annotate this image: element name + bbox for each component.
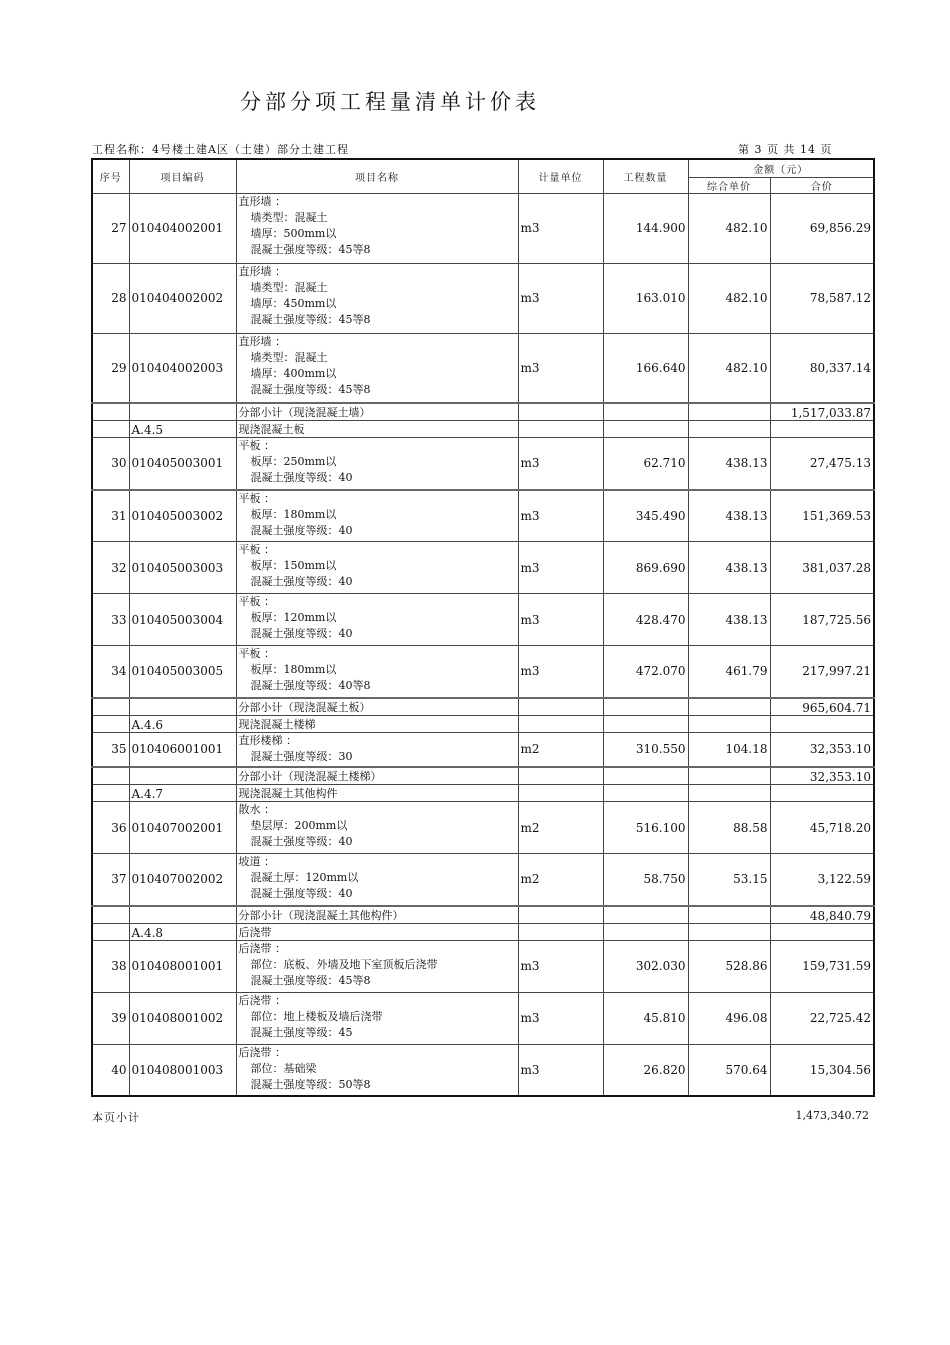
cell-quantity: 869.690	[603, 542, 688, 594]
cell-unit-price	[688, 906, 770, 924]
cell-quantity	[603, 421, 688, 438]
cell-total: 32,353.10	[770, 732, 874, 767]
cell-total: 15,304.56	[770, 1044, 874, 1096]
item-name: 平板 ：	[238, 595, 275, 608]
cell-unit: m3	[518, 542, 603, 594]
item-feature: 混凝土强度等级：45	[250, 1025, 353, 1039]
item-feature: 板厚：120mm以	[250, 611, 337, 624]
cell-description	[236, 802, 518, 854]
cell-code: 010407002001	[129, 802, 236, 854]
cell-unit: m3	[518, 193, 603, 263]
table-row	[92, 646, 874, 698]
cell-code: A.4.8	[129, 923, 236, 940]
section-row	[92, 923, 874, 940]
cell-seq: 38	[92, 940, 129, 992]
cell-code	[129, 906, 236, 924]
cell-unit	[518, 715, 603, 732]
cell-quantity	[603, 715, 688, 732]
item-feature: 部位：底板、外墙及地下室顶板后浇带	[250, 957, 438, 971]
item-feature: 墙类型：混凝土	[250, 210, 328, 224]
item-feature: 墙厚：500mm以	[250, 226, 337, 240]
cell-code: A.4.5	[129, 421, 236, 438]
cell-seq	[92, 785, 129, 802]
item-feature: 混凝土强度等级：40	[250, 523, 353, 537]
cell-total	[770, 421, 874, 438]
cell-unit	[518, 403, 603, 421]
cell-description	[236, 490, 518, 542]
cell-total: 22,725.42	[770, 992, 874, 1044]
cell-unit: m3	[518, 940, 603, 992]
table-row	[92, 802, 874, 854]
cell-code: 010408001001	[129, 940, 236, 992]
cell-unit-price: 438.13	[688, 490, 770, 542]
cell-quantity: 166.640	[603, 333, 688, 403]
bill-of-quantities-table	[91, 158, 875, 1097]
cell-description	[236, 785, 518, 802]
cell-unit-price: 53.15	[688, 854, 770, 906]
cell-total: 3,122.59	[770, 854, 874, 906]
cell-code: A.4.6	[129, 715, 236, 732]
cell-seq: 29	[92, 333, 129, 403]
header-name: 项目名称	[236, 159, 518, 193]
cell-seq: 31	[92, 490, 129, 542]
cell-description	[236, 193, 518, 263]
cell-description	[236, 923, 518, 940]
table-row	[92, 940, 874, 992]
cell-seq: 32	[92, 542, 129, 594]
cell-unit-price: 438.13	[688, 438, 770, 490]
cell-unit-price: 88.58	[688, 802, 770, 854]
cell-code: 010405003001	[129, 438, 236, 490]
cell-total	[770, 715, 874, 732]
cell-unit: m3	[518, 992, 603, 1044]
cell-code: 010405003002	[129, 490, 236, 542]
table-row	[92, 594, 874, 646]
item-name: 平板 ：	[238, 647, 275, 660]
table-row	[92, 854, 874, 906]
cell-code: 010407002002	[129, 854, 236, 906]
cell-total: 78,587.12	[770, 263, 874, 333]
cell-unit-price	[688, 698, 770, 716]
cell-quantity: 516.100	[603, 802, 688, 854]
item-feature: 混凝土厚：120mm以	[250, 871, 359, 884]
page-number: 第 3 页 共 14 页	[738, 143, 833, 156]
cell-description	[236, 403, 518, 421]
item-name: 平板 ：	[238, 439, 275, 452]
cell-unit-price: 461.79	[688, 646, 770, 698]
section-row	[92, 715, 874, 732]
cell-description	[236, 906, 518, 924]
cell-code	[129, 403, 236, 421]
cell-unit-price	[688, 785, 770, 802]
table-row	[92, 438, 874, 490]
item-feature: 混凝土强度等级：40	[250, 575, 353, 588]
cell-unit	[518, 785, 603, 802]
cell-seq	[92, 906, 129, 924]
cell-total	[770, 785, 874, 802]
table-row	[92, 992, 874, 1044]
cell-unit	[518, 906, 603, 924]
cell-seq	[92, 715, 129, 732]
cell-description	[236, 698, 518, 716]
item-feature: 混凝土强度等级：45等8	[250, 312, 371, 326]
cell-total: 80,337.14	[770, 333, 874, 403]
cell-code: A.4.7	[129, 785, 236, 802]
cell-unit-price	[688, 767, 770, 785]
header-amount-group: 金额（元）	[688, 159, 874, 177]
item-name: 后浇带 ：	[238, 993, 286, 1007]
header-seq: 序号	[92, 159, 129, 193]
cell-quantity	[603, 767, 688, 785]
item-name: 平板 ：	[238, 543, 275, 556]
item-feature: 墙厚：450mm以	[250, 296, 337, 310]
cell-quantity: 302.030	[603, 940, 688, 992]
cell-total: 48,840.79	[770, 906, 874, 924]
cell-unit	[518, 923, 603, 940]
cell-seq: 28	[92, 263, 129, 333]
item-name: 分部小计（现浇混凝土板）	[238, 700, 371, 714]
cell-seq	[92, 698, 129, 716]
cell-seq: 27	[92, 193, 129, 263]
item-feature: 混凝土强度等级：40	[250, 627, 353, 640]
header-qty: 工程数量	[603, 159, 688, 193]
cell-quantity: 26.820	[603, 1044, 688, 1096]
page-subtotal-label: 本页小计	[92, 1111, 140, 1124]
cell-total: 187,725.56	[770, 594, 874, 646]
cell-unit: m3	[518, 594, 603, 646]
cell-description	[236, 421, 518, 438]
cell-total: 1,517,033.87	[770, 403, 874, 421]
cell-code	[129, 767, 236, 785]
item-feature: 部位：基础梁	[250, 1061, 317, 1075]
cell-unit-price: 104.18	[688, 732, 770, 767]
item-name: 后浇带 ：	[238, 1045, 286, 1059]
item-name: 直形楼梯 ：	[238, 733, 297, 747]
cell-unit-price: 528.86	[688, 940, 770, 992]
cell-unit-price: 438.13	[688, 594, 770, 646]
cell-total: 159,731.59	[770, 940, 874, 992]
cell-seq: 36	[92, 802, 129, 854]
cell-total: 965,604.71	[770, 698, 874, 716]
cell-code	[129, 698, 236, 716]
cell-code: 010405003003	[129, 542, 236, 594]
cell-quantity: 345.490	[603, 490, 688, 542]
item-name: 坡道 ：	[238, 855, 275, 868]
item-feature: 墙类型：混凝土	[250, 280, 328, 294]
cell-unit-price	[688, 715, 770, 732]
cell-description	[236, 767, 518, 785]
cell-seq: 34	[92, 646, 129, 698]
table-row	[92, 1044, 874, 1096]
cell-quantity: 45.810	[603, 992, 688, 1044]
cell-seq: 40	[92, 1044, 129, 1096]
cell-total: 27,475.13	[770, 438, 874, 490]
cell-seq	[92, 403, 129, 421]
cell-unit-price	[688, 421, 770, 438]
item-name: 分部小计（现浇混凝土其他构件）	[238, 908, 404, 922]
cell-description	[236, 542, 518, 594]
cell-seq	[92, 923, 129, 940]
cell-description	[236, 1044, 518, 1096]
cell-unit-price: 496.08	[688, 992, 770, 1044]
cell-code: 010408001002	[129, 992, 236, 1044]
table-row	[92, 542, 874, 594]
item-feature: 混凝土强度等级：40等8	[250, 679, 371, 692]
cell-code: 010405003004	[129, 594, 236, 646]
cell-quantity	[603, 785, 688, 802]
subtotal-row	[92, 698, 874, 716]
item-feature: 板厚：180mm以	[250, 507, 337, 521]
cell-quantity: 310.550	[603, 732, 688, 767]
table-row	[92, 193, 874, 263]
item-name: 散水 ：	[238, 803, 275, 816]
item-feature: 混凝土强度等级：40	[250, 835, 353, 848]
item-feature: 混凝土强度等级：40	[250, 471, 353, 484]
cell-quantity	[603, 403, 688, 421]
item-feature: 板厚：250mm以	[250, 455, 337, 468]
cell-unit-price	[688, 403, 770, 421]
table-row	[92, 333, 874, 403]
cell-unit	[518, 421, 603, 438]
table-row	[92, 263, 874, 333]
cell-quantity	[603, 906, 688, 924]
cell-unit: m2	[518, 732, 603, 767]
cell-total	[770, 923, 874, 940]
cell-description	[236, 333, 518, 403]
item-name: 分部小计（现浇混凝土楼梯）	[238, 770, 382, 783]
item-name: 后浇带	[238, 925, 272, 939]
item-feature: 混凝土强度等级：45等8	[250, 382, 371, 396]
cell-total: 32,353.10	[770, 767, 874, 785]
table-row	[92, 490, 874, 542]
item-feature: 板厚：150mm以	[250, 559, 337, 572]
cell-unit	[518, 698, 603, 716]
cell-code: 010408001003	[129, 1044, 236, 1096]
cell-unit-price: 482.10	[688, 263, 770, 333]
cell-quantity	[603, 923, 688, 940]
subtotal-row	[92, 767, 874, 785]
item-feature: 混凝土强度等级：45等8	[250, 973, 371, 987]
section-row	[92, 421, 874, 438]
item-feature: 部位：地上楼板及墙后浇带	[250, 1009, 383, 1023]
cell-quantity	[603, 698, 688, 716]
item-feature: 墙类型：混凝土	[250, 350, 328, 364]
cell-description	[236, 992, 518, 1044]
cell-description	[236, 732, 518, 767]
item-feature: 混凝土强度等级：40	[250, 887, 353, 900]
item-feature: 板厚：180mm以	[250, 663, 337, 676]
cell-unit: m3	[518, 1044, 603, 1096]
item-name: 直形墙 ：	[238, 334, 286, 348]
item-name: 直形墙 ：	[238, 194, 286, 208]
item-feature: 混凝土强度等级：45等8	[250, 242, 371, 256]
cell-unit: m3	[518, 490, 603, 542]
cell-quantity: 58.750	[603, 854, 688, 906]
cell-total: 217,997.21	[770, 646, 874, 698]
cell-unit-price: 482.10	[688, 333, 770, 403]
cell-unit: m3	[518, 263, 603, 333]
page-title: 分部分项工程量清单计价表	[240, 90, 540, 114]
cell-description	[236, 854, 518, 906]
cell-total: 45,718.20	[770, 802, 874, 854]
cell-quantity: 163.010	[603, 263, 688, 333]
project-name: 工程名称：4号楼土建A区（土建）部分土建工程	[92, 143, 349, 156]
item-name: 现浇混凝土楼梯	[238, 717, 316, 731]
cell-unit: m2	[518, 802, 603, 854]
cell-code: 010404002002	[129, 263, 236, 333]
item-name: 后浇带 ：	[238, 941, 286, 955]
header-unit: 计量单位	[518, 159, 603, 193]
cell-seq: 33	[92, 594, 129, 646]
cell-description	[236, 715, 518, 732]
header-total: 合价	[770, 177, 874, 193]
cell-description	[236, 594, 518, 646]
cell-unit-price: 570.64	[688, 1044, 770, 1096]
cell-quantity: 472.070	[603, 646, 688, 698]
cell-quantity: 144.900	[603, 193, 688, 263]
cell-unit-price	[688, 923, 770, 940]
section-row	[92, 785, 874, 802]
item-feature: 混凝土强度等级：50等8	[250, 1077, 371, 1091]
cell-code: 010404002003	[129, 333, 236, 403]
header-unit-price: 综合单价	[688, 177, 770, 193]
cell-code: 010406001001	[129, 732, 236, 767]
cell-unit: m3	[518, 438, 603, 490]
subtotal-row	[92, 403, 874, 421]
cell-unit: m3	[518, 646, 603, 698]
cell-quantity: 62.710	[603, 438, 688, 490]
cell-code: 010405003005	[129, 646, 236, 698]
header-code: 项目编码	[129, 159, 236, 193]
item-feature: 墙厚：400mm以	[250, 366, 337, 380]
cell-unit-price: 438.13	[688, 542, 770, 594]
cell-seq	[92, 421, 129, 438]
cell-seq: 39	[92, 992, 129, 1044]
cell-unit	[518, 767, 603, 785]
item-name: 分部小计（现浇混凝土墙）	[238, 406, 371, 419]
cell-total: 151,369.53	[770, 490, 874, 542]
item-name: 直形墙 ：	[238, 264, 286, 278]
cell-seq: 30	[92, 438, 129, 490]
subtotal-row	[92, 906, 874, 924]
table-row	[92, 732, 874, 767]
item-feature: 垫层厚：200mm以	[250, 819, 348, 832]
cell-description	[236, 940, 518, 992]
page-subtotal-value: 1,473,340.72	[795, 1109, 869, 1122]
cell-quantity: 428.470	[603, 594, 688, 646]
item-name: 平板 ：	[238, 491, 275, 505]
cell-seq	[92, 767, 129, 785]
cell-unit: m3	[518, 333, 603, 403]
cell-unit-price: 482.10	[688, 193, 770, 263]
cell-seq: 37	[92, 854, 129, 906]
cell-description	[236, 646, 518, 698]
cell-seq: 35	[92, 732, 129, 767]
cell-total: 381,037.28	[770, 542, 874, 594]
table-body	[92, 193, 874, 1096]
cell-description	[236, 438, 518, 490]
item-name: 现浇混凝土其他构件	[238, 787, 338, 800]
cell-description	[236, 263, 518, 333]
cell-code: 010404002001	[129, 193, 236, 263]
cell-unit: m2	[518, 854, 603, 906]
item-name: 现浇混凝土板	[238, 423, 305, 436]
item-feature: 混凝土强度等级：30	[250, 749, 353, 763]
cell-total: 69,856.29	[770, 193, 874, 263]
